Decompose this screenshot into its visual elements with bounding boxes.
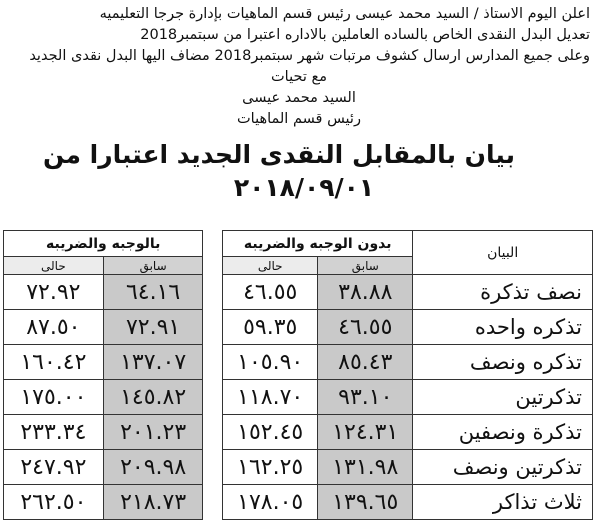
with-previous-value: ٢٠٩.٩٨	[103, 450, 203, 485]
table-title: بيان بالمقابل النقدى الجديد اعتبارا من	[43, 140, 515, 169]
with-previous-value: ٦٤.١٦	[103, 275, 203, 310]
with-previous-value: ١٣٧.٠٧	[103, 345, 203, 380]
without-previous-value: ١٣٩.٦٥	[318, 485, 413, 520]
with-current-value: ٧٢.٩٢	[4, 275, 104, 310]
without-previous-value: ٩٣.١٠	[318, 380, 413, 415]
signatory-name: السيد محمد عيسى	[242, 90, 356, 106]
without-current-value: ١٥٢.٤٥	[223, 415, 318, 450]
row-label: تذكرتين	[413, 380, 593, 415]
table-row	[4, 345, 593, 380]
without-previous-value: ٨٥.٤٣	[318, 345, 413, 380]
column-gap	[203, 231, 223, 520]
with-current-value: ١٧٥.٠٠	[4, 380, 104, 415]
without-current-value: ١٧٨.٠٥	[223, 485, 318, 520]
announcement-line: وعلى جميع المدارس ارسال كشوف مرتبات شهر سبتمبر2018 مضاف اليها البدل نقدى الجديد	[29, 48, 590, 64]
without-current-value: ١٦٢.٢٥	[223, 450, 318, 485]
current-subheader: حالى	[4, 257, 104, 275]
with-current-value: ٢٤٧.٩٢	[4, 450, 104, 485]
with-current-value: ١٦٠.٤٢	[4, 345, 104, 380]
label-column-header: البيان	[413, 231, 593, 275]
without-current-value: ١١٨.٧٠	[223, 380, 318, 415]
row-label: تذكرتين ونصف	[413, 450, 593, 485]
with-previous-value: ٧٢.٩١	[103, 310, 203, 345]
table-row	[4, 450, 593, 485]
without-previous-value: ١٢٤.٣١	[318, 415, 413, 450]
row-label: ثلاث تذاكر	[413, 485, 593, 520]
table-row	[4, 275, 593, 310]
effective-date: ٢٠١٨/٠٩/٠١	[233, 173, 375, 202]
with-current-value: ٢٣٣.٣٤	[4, 415, 104, 450]
table-row	[4, 310, 593, 345]
without-current-value: ٤٦.٥٥	[223, 275, 318, 310]
without-previous-value: ٣٨.٨٨	[318, 275, 413, 310]
without-current-value: ٥٩.٣٥	[223, 310, 318, 345]
with-previous-value: ١٤٥.٨٢	[103, 380, 203, 415]
with-previous-value: ٢١٨.٧٣	[103, 485, 203, 520]
with-current-value: ٨٧.٥٠	[4, 310, 104, 345]
without-previous-value: ١٣١.٩٨	[318, 450, 413, 485]
row-label: تذكره واحده	[413, 310, 593, 345]
without-current-value: ١٠٥.٩٠	[223, 345, 318, 380]
row-label: تذكرة ونصفين	[413, 415, 593, 450]
table-title-block	[0, 140, 598, 202]
allowance-table	[3, 230, 593, 520]
with-meal-tax-header: بالوجبه والضريبه	[4, 231, 203, 257]
without-previous-value: ٤٦.٥٥	[318, 310, 413, 345]
previous-subheader: سابق	[103, 257, 203, 275]
signatory-title: رئيس قسم الماهيات	[237, 111, 361, 127]
announcement-header	[8, 4, 590, 130]
greeting-line: مع تحيات	[271, 69, 327, 85]
row-label: نصف تذكرة	[413, 275, 593, 310]
current-subheader: حالى	[223, 257, 318, 275]
with-current-value: ٢٦٢.٥٠	[4, 485, 104, 520]
table-row	[4, 380, 593, 415]
row-label: تذكره ونصف	[413, 345, 593, 380]
announcement-line: اعلن اليوم الاستاذ / السيد محمد عيسى رئيس قسم الماهيات بإدارة جرجا التعليميه	[99, 6, 590, 22]
previous-subheader: سابق	[318, 257, 413, 275]
announcement-line: تعديل البدل النقدى الخاص بالساده العاملين بالاداره اعتبرا من سبتمبر2018	[140, 27, 590, 43]
table-row	[4, 485, 593, 520]
table-row	[4, 415, 593, 450]
without-meal-tax-header: بدون الوجبه والضريبه	[223, 231, 413, 257]
with-previous-value: ٢٠١.٢٣	[103, 415, 203, 450]
